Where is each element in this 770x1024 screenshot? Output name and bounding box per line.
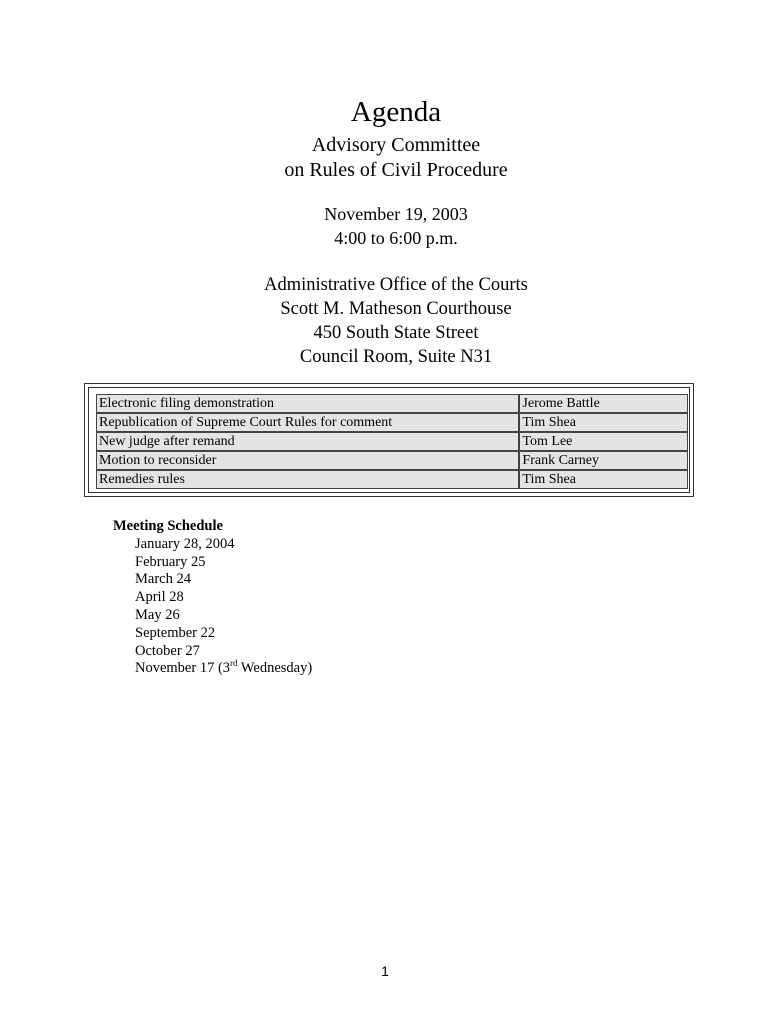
- table-row: [96, 394, 688, 413]
- agenda-topic: New judge after remand: [96, 432, 519, 451]
- meeting-date: November 19, 2003: [324, 204, 468, 224]
- list-item: February 25: [135, 553, 206, 570]
- agenda-presenter: Frank Carney: [519, 451, 688, 470]
- list-item-last: [135, 660, 312, 678]
- location-line-1: Administrative Office of the Courts: [264, 275, 528, 295]
- meeting-schedule: [113, 518, 312, 678]
- list-item: September 22: [135, 624, 216, 641]
- last-date-prefix: November 17 (3: [135, 660, 231, 677]
- meeting-datetime: [0, 202, 770, 250]
- list-item: October 27: [135, 642, 200, 659]
- table-row: [96, 413, 688, 432]
- meeting-schedule-list: [113, 536, 312, 678]
- meeting-schedule-title: Meeting Schedule: [113, 518, 223, 534]
- page-number: 1: [381, 963, 389, 979]
- agenda-presenter: Tim Shea: [519, 470, 688, 489]
- agenda-table-inner-frame: [88, 387, 690, 493]
- agenda-presenter: Jerome Battle: [519, 394, 688, 413]
- subtitle-line-1: Advisory Committee: [311, 134, 481, 156]
- agenda-topic: Electronic filing demonstration: [96, 394, 519, 413]
- document-title: Agenda: [350, 96, 442, 128]
- meeting-location: [0, 273, 770, 369]
- list-item: January 28, 2004: [135, 535, 235, 552]
- agenda-topic: Remedies rules: [96, 470, 519, 489]
- list-item: March 24: [135, 571, 191, 588]
- agenda-table-frame: [84, 383, 694, 497]
- subtitle-line-2: on Rules of Civil Procedure: [284, 159, 508, 181]
- agenda-presenter: Tim Shea: [519, 413, 688, 432]
- location-line-4: Council Room, Suite N31: [299, 347, 493, 367]
- table-row: [96, 470, 688, 489]
- ordinal-suffix: rd: [230, 658, 238, 669]
- table-row: [96, 451, 688, 470]
- committee-name: [0, 133, 770, 183]
- agenda-table: [96, 394, 688, 489]
- agenda-presenter: Tom Lee: [519, 432, 688, 451]
- location-line-3: 450 South State Street: [313, 323, 479, 343]
- last-date-suffix: Wednesday): [237, 660, 313, 677]
- agenda-topic: Republication of Supreme Court Rules for comment: [96, 413, 519, 432]
- agenda-topic: Motion to reconsider: [96, 451, 519, 470]
- list-item: May 26: [135, 606, 180, 623]
- location-line-2: Scott M. Matheson Courthouse: [280, 299, 512, 319]
- list-item: April 28: [135, 589, 184, 606]
- meeting-time: 4:00 to 6:00 p.m.: [334, 228, 458, 248]
- table-row: [96, 432, 688, 451]
